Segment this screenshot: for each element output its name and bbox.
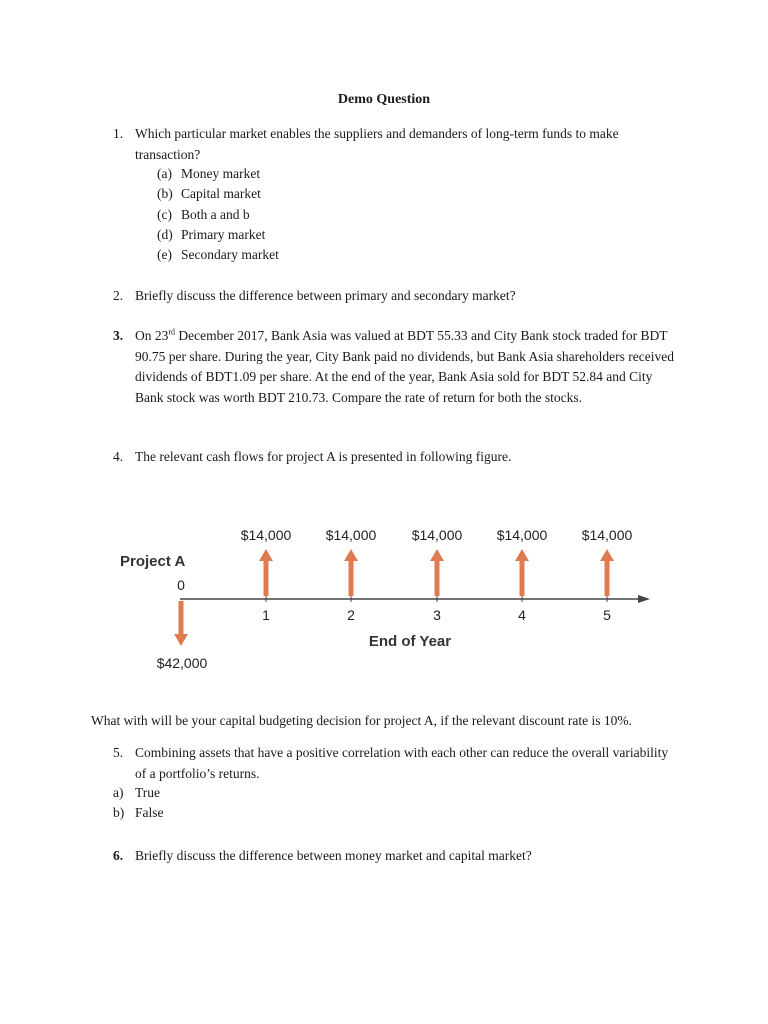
page-title: Demo Question	[337, 92, 431, 107]
question-text: Which particular market enables the suppliers and demanders of long-term funds to make transaction?	[135, 126, 619, 162]
inflow-arrow	[430, 549, 444, 596]
question-number: 5.	[113, 745, 124, 760]
option-false: b) False	[113, 805, 164, 820]
inflow-amount: $14,000	[496, 527, 548, 543]
question-1	[113, 124, 673, 165]
question-number: 1.	[113, 126, 124, 141]
inflow-amount: $14,000	[411, 527, 463, 543]
year-label: 3	[433, 607, 441, 623]
question-number: 3.	[113, 328, 124, 343]
question-6	[113, 846, 673, 867]
axis-arrowhead	[638, 595, 650, 603]
outflow-amount: $42,000	[156, 655, 208, 671]
inflow-arrow	[344, 549, 358, 596]
option-d: (d) Primary market	[157, 226, 266, 242]
year-label: 1	[262, 607, 270, 623]
question-text: Briefly discuss the difference between primary and secondary market?	[135, 288, 516, 303]
option-true: a) True	[113, 785, 161, 800]
inflow-arrow	[600, 549, 614, 596]
project-label: Project A	[120, 553, 186, 570]
question-text: On 23rd December 2017, Bank Asia was valued at BDT 55.33 and City Bank stock traded for BDT 90.75 per share. During the year, City Bank paid no dividends, but Bank Asia shareholders received dividends of BDT1.09 per share. At the end of the year, Bank Asia sold for BDT 52.84 and City Bank stock was worth BDT 210.73. Compare the rate of return for both the stocks.	[135, 327, 674, 405]
option-e: (e) Secondary market	[157, 247, 279, 263]
question-text: Combining assets that have a positive correlation with each other can reduce the overall variability of a portfolio’s returns.	[135, 745, 669, 781]
question-5-options	[113, 783, 164, 823]
question-number: 6.	[113, 848, 124, 863]
cash-flow-timeline	[0, 500, 768, 690]
question-3	[113, 326, 683, 408]
question-1-options	[157, 164, 279, 265]
year-label: 4	[518, 607, 526, 623]
question-2	[113, 286, 673, 307]
outflow-arrow	[174, 601, 188, 646]
question-4	[113, 447, 673, 468]
question-4-followup: What with will be your capital budgeting decision for project A, if the relevant discount rate is 10%.	[91, 713, 632, 728]
year-label: 2	[347, 607, 355, 623]
axis-title: End of Year	[368, 633, 452, 650]
start-year-label: 0	[177, 577, 185, 593]
option-b: (b) Capital market	[157, 186, 261, 202]
question-number: 4.	[113, 449, 124, 464]
inflow-amount: $14,000	[325, 527, 377, 543]
inflow-amount: $14,000	[581, 527, 633, 543]
question-text: Briefly discuss the difference between money market and capital market?	[135, 848, 532, 863]
option-a: (a) Money market	[157, 166, 261, 181]
question-5	[113, 743, 673, 784]
inflow-amount: $14,000	[240, 527, 292, 543]
question-text: The relevant cash flows for project A is presented in following figure.	[135, 449, 512, 464]
inflow-arrow	[259, 549, 273, 596]
option-c: (c) Both a and b	[157, 206, 250, 222]
question-number: 2.	[113, 288, 124, 303]
inflow-arrow	[515, 549, 529, 596]
year-label: 5	[603, 607, 611, 623]
